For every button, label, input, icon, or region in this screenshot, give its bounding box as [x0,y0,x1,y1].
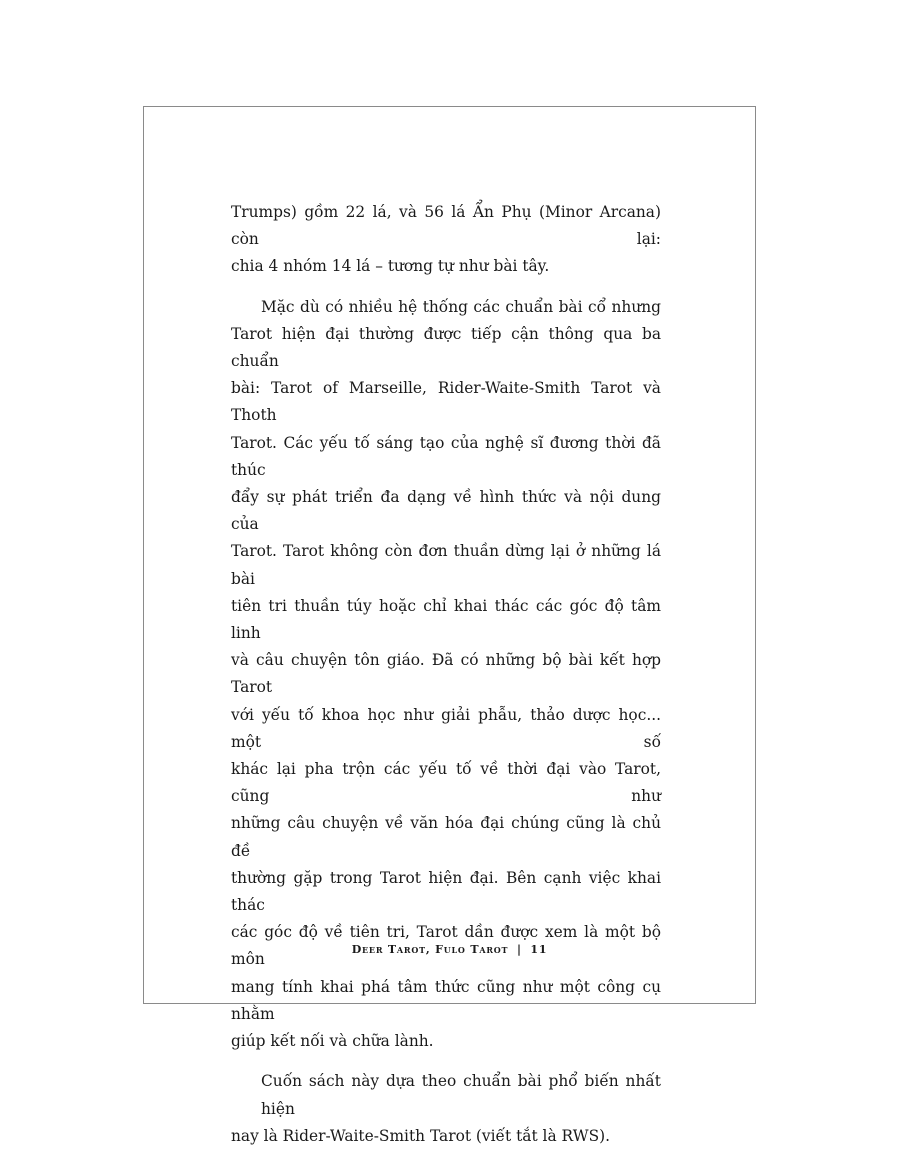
text-line: Tarot hiện đại thường được tiếp cận thông qua ba chuẩn [231,324,661,371]
text-line: Tarot. Các yếu tố sáng tạo của nghệ sĩ đương thời đã thúc [231,433,661,479]
text-line: và câu chuyện tôn giáo. Đã có những bộ bài kết hợp Tarot [231,651,661,697]
paragraph-2 [231,294,661,1056]
text-line: mang tính khai phá tâm thức cũng như một công cụ nhằm [231,977,661,1023]
book-page [143,106,756,1145]
text-line: Cuốn sách này dựa theo chuẩn bài phổ biến nhất hiện [261,1072,661,1118]
text-line: các góc độ về tiên tri, Tarot dần được xem là một bộ môn [231,923,661,969]
text-line: khác lại pha trộn các yếu tố về thời đại vào Tarot, cũng như [231,760,661,806]
text-line: thường gặp trong Tarot hiện đại. Bên cạnh việc khai thác [231,868,661,915]
paragraph-1 [231,199,661,281]
running-footer [144,943,755,956]
body-text [231,199,661,1150]
page-number: 11 [530,943,548,956]
text-line: bài: Tarot of Marseille, Rider-Waite-Smith Tarot và Thoth [231,379,661,425]
text-line: tiên tri thuần túy hoặc chỉ khai thác các góc độ tâm linh [231,596,661,643]
text-line: với yếu tố khoa học như giải phẫu, thảo dược học... một số [231,705,661,751]
text-line: đẩy sự phát triển đa dạng về hình thức và nội dung của [231,488,661,534]
book-title: Deer Tarot, Fulo Tarot [351,943,509,956]
text-line: giúp kết nối và chữa lành. [231,1032,434,1051]
text-line: chia 4 nhóm 14 lá – tương tự như bài tây. [231,257,550,276]
text-line: Trumps) gồm 22 lá, và 56 lá Ẩn Phụ (Minor Arcana) còn lại: [231,203,661,249]
paragraph-3 [231,1068,661,1150]
text-line: Mặc dù có nhiều hệ thống các chuẩn bài cổ nhưng [261,297,661,316]
text-line: nay là Rider-Waite-Smith Tarot (viết tắt là RWS). [231,1126,611,1145]
footer-separator: | [516,943,522,956]
text-line: những câu chuyện về văn hóa đại chúng cũng là chủ đề [231,814,661,860]
text-line: Tarot. Tarot không còn đơn thuần dừng lại ở những lá bài [231,542,661,588]
